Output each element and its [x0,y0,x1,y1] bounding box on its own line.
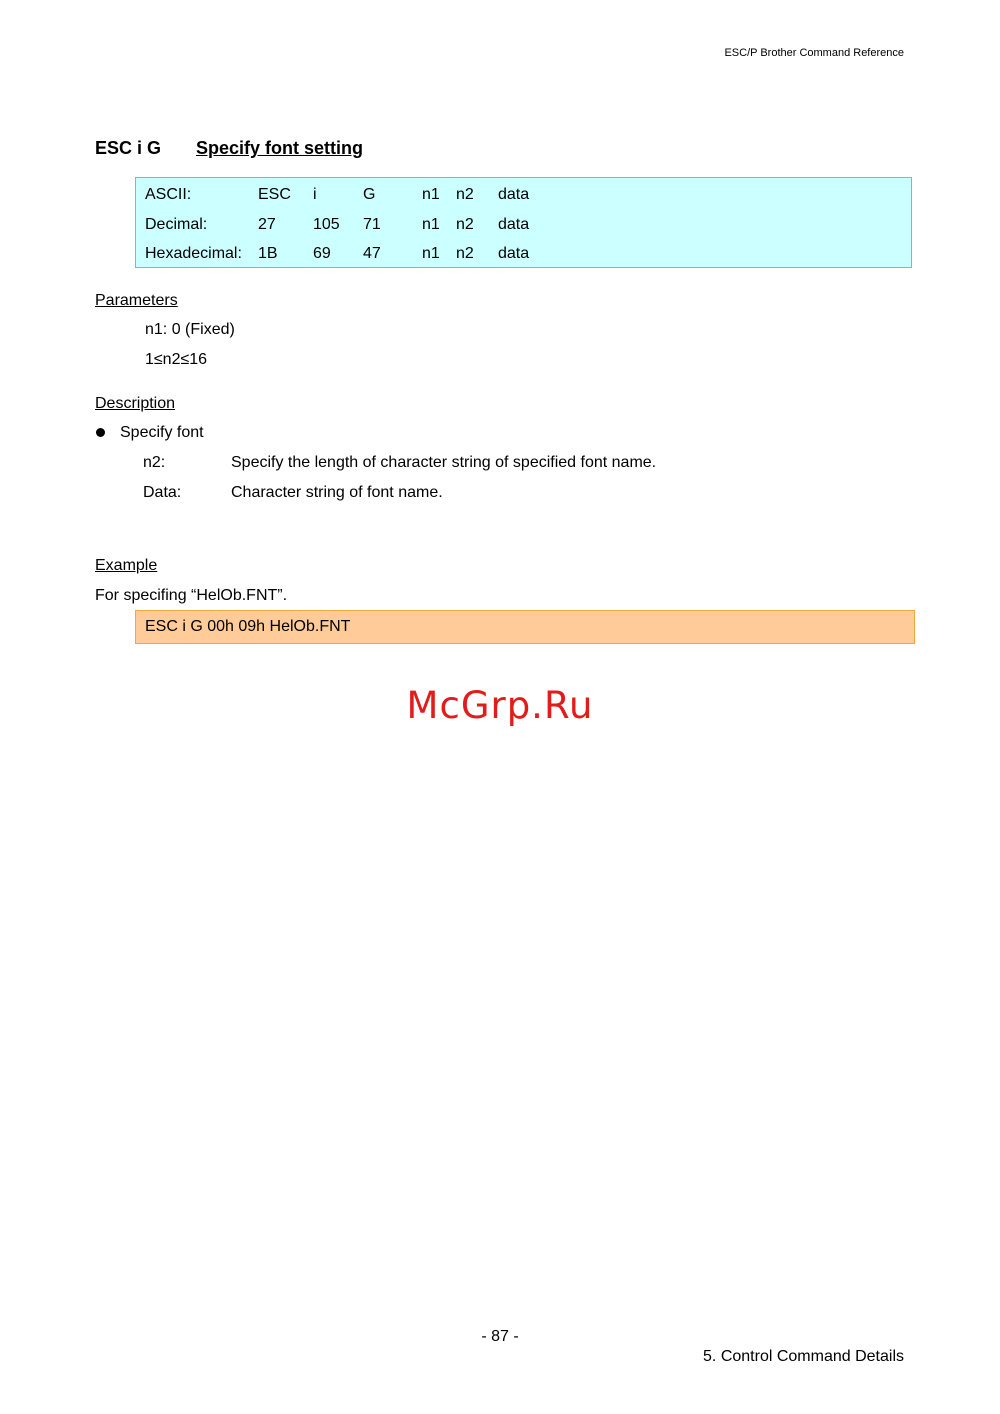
example-code-box [135,610,915,644]
row-label: Hexadecimal: [145,245,242,262]
section-title [95,138,363,159]
cell: 27 [258,216,276,233]
cell: G [363,186,376,203]
command-name: ESC i G [95,138,162,158]
description-heading: Description [95,395,176,412]
cell: 71 [363,216,381,233]
description-definition: Character string of font name. [231,484,443,501]
example-code: ESC i G 00h 09h HelOb.FNT [145,618,351,635]
watermark: McGrp.Ru [406,684,594,727]
parameters-heading: Parameters [95,292,178,309]
page-number: - 87 - [481,1328,519,1345]
cell: 105 [313,216,340,233]
parameter-n2: 1≤n2≤16 [145,351,208,368]
cell: i [313,186,317,203]
cell: n1 [422,245,440,262]
cell: data [498,186,530,203]
example-heading: Example [95,557,158,574]
cell: n2 [456,186,474,203]
command-syntax-table [135,177,912,268]
footer-chapter: 5. Control Command Details [703,1348,904,1365]
bullet-text: Specify font [120,424,204,441]
cell: data [498,245,530,262]
cell: 1B [258,245,278,262]
cell: n2 [456,216,474,233]
bullet-icon [96,428,105,437]
parameter-n1: n1: 0 (Fixed) [145,321,235,338]
example-intro: For specifing “HelOb.FNT”. [95,587,288,604]
row-label: ASCII: [145,186,192,203]
cell: n1 [422,186,440,203]
cell: ESC [258,186,291,203]
cell: 69 [313,245,331,262]
row-label: Decimal: [145,216,208,233]
description-term: Data: [143,484,182,501]
command-description: Specify font setting [196,138,364,158]
cell: n1 [422,216,440,233]
description-term: n2: [143,454,166,471]
cell: data [498,216,530,233]
cell: n2 [456,245,474,262]
running-header: ESC/P Brother Command Reference [724,47,904,59]
description-definition: Specify the length of character string of specified font name. [231,454,657,471]
cell: 47 [363,245,381,262]
